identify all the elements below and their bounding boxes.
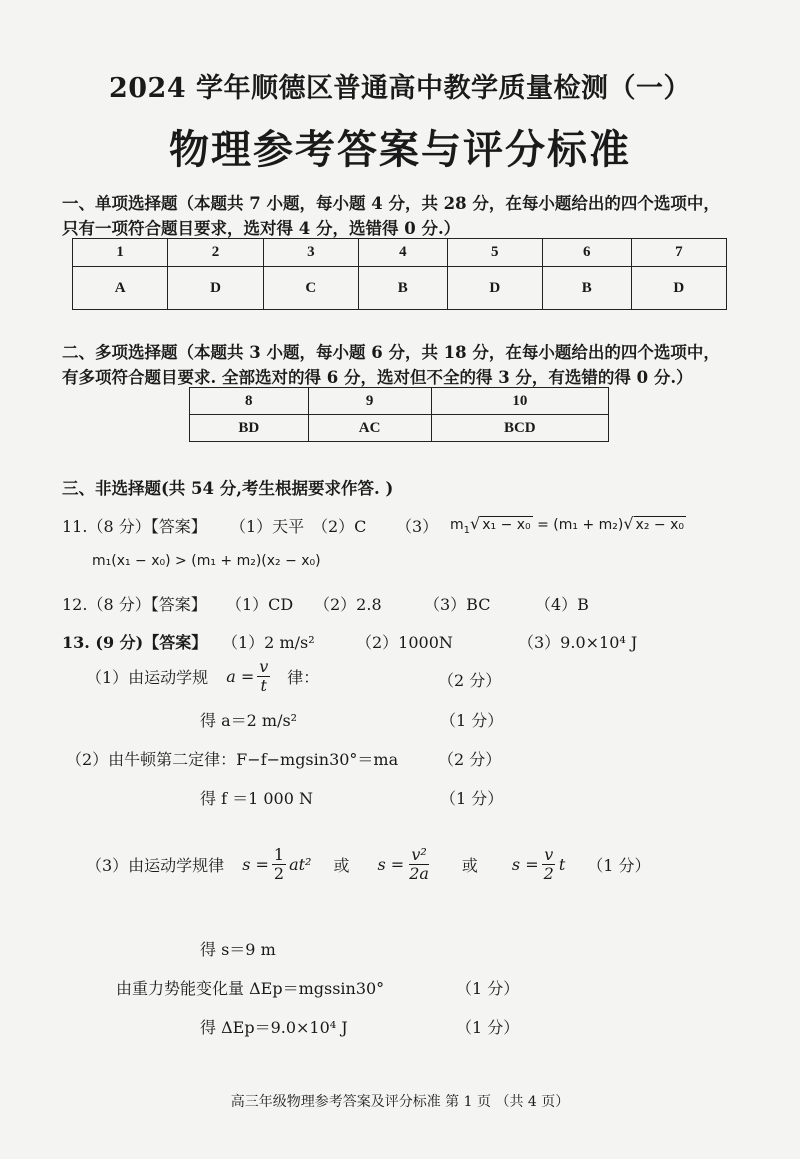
q13-part1: （1）2 m/s² xyxy=(222,633,315,652)
answer-row xyxy=(190,415,609,442)
q13-step3-eq1-tail: at² xyxy=(289,855,312,875)
q11-eq-sqrt2: x₂ − x₀ xyxy=(635,517,684,533)
answer-cell: D xyxy=(168,267,263,310)
q11-eq-mid: = (m₁ + m₂) xyxy=(532,517,624,533)
section1-heading-line1: 一、单项选择题（本题共 7 小题，每小题 4 分，共 28 分，在每小题给出的四个选项中， xyxy=(62,194,720,213)
q11-part2: （2）C xyxy=(312,517,367,536)
q11-equation: $m_1√$ x₁ − x₀ = (m₁ + m₂)√ x₂ − x₀ xyxy=(450,514,684,536)
q13-part3: （3）9.0×10⁴ J xyxy=(518,633,638,652)
q13-step3-eq3-tail: t xyxy=(558,855,566,875)
q13-step1-fraction xyxy=(257,658,270,696)
q13-step3-label: （3）由运动学规律 xyxy=(86,856,225,876)
q13-step3-eq1-lhs: s = xyxy=(242,855,269,875)
q13-step2-result: 得 f ＝1 000 N xyxy=(200,789,313,808)
q13-step3-eq3-lhs: s = xyxy=(511,855,539,875)
q13-step2-result-score: （1 分） xyxy=(440,789,504,808)
section2-heading-line1: 二、多项选择题（本题共 3 小题，每小题 6 分，共 18 分，在每小题给出的四个选项中， xyxy=(62,343,720,362)
fraction-denominator: t xyxy=(260,676,267,696)
question-number-cell: 7 xyxy=(631,239,726,267)
question-number-cell: 10 xyxy=(431,388,608,415)
answer-cell: BCD xyxy=(431,415,608,442)
question-number-cell: 2 xyxy=(168,239,263,267)
question-number-cell: 3 xyxy=(263,239,358,267)
q13-step3-energy-result-score: （1 分） xyxy=(456,1018,520,1037)
q13-step3-eq2-lhs: s = xyxy=(377,855,405,875)
answer-cell: C xyxy=(263,267,358,310)
q13-part2: （2）1000N xyxy=(356,633,453,652)
q13-step2: （2）由牛顿第二定律：F−f−mgsin30°＝ma xyxy=(66,750,399,769)
q13-step3-eq3-fraction xyxy=(542,846,556,884)
fraction-numerator: 1 xyxy=(273,845,285,864)
fraction-denominator: 2a xyxy=(409,864,429,884)
exam-title: 2024 学年顺德区普通高中教学质量检测（一） xyxy=(108,73,692,104)
answer-cell: BD xyxy=(190,415,309,442)
q11-inequality: m₁(x₁ − x₀) > (m₁ + m₂)(x₂ − x₀) xyxy=(92,553,321,569)
q13-step3-result: 得 s＝9 m xyxy=(200,940,276,959)
q12-part2: （2）2.8 xyxy=(314,595,382,614)
q13-step2-score: （2 分） xyxy=(438,750,502,769)
q13-step3 xyxy=(86,846,651,884)
question-number-cell: 6 xyxy=(542,239,631,267)
q13-step3-or1: 或 xyxy=(333,856,350,876)
q13-step1-lhs: a = xyxy=(226,667,255,687)
q11-eq-m1: m xyxy=(450,517,464,533)
answer-cell: AC xyxy=(308,415,431,442)
q11-head: 11.（8 分）【答案】 xyxy=(62,517,207,536)
q13-step1-label: （1）由运动学规 xyxy=(86,668,209,688)
q13-step3-or2: 或 xyxy=(461,856,478,876)
fraction-numerator: v xyxy=(259,657,269,676)
q13-step3-score: （1 分） xyxy=(587,856,651,876)
answer-row xyxy=(73,267,727,310)
q12-part1: （1）CD xyxy=(226,595,294,614)
answer-cell: A xyxy=(73,267,168,310)
q11-part3: （3） xyxy=(396,517,439,536)
answer-cell: B xyxy=(542,267,631,310)
q13-step1-score: （2 分） xyxy=(438,671,502,690)
question-number-cell: 4 xyxy=(358,239,447,267)
question-number-cell: 8 xyxy=(190,388,309,415)
fraction-numerator: v xyxy=(544,845,554,864)
q13-step1-result-score: （1 分） xyxy=(440,711,504,730)
question-number-cell: 9 xyxy=(308,388,431,415)
answer-cell: D xyxy=(631,267,726,310)
fraction-denominator: 2 xyxy=(543,864,554,884)
q13-step1 xyxy=(86,658,319,696)
q13-step3-eq2-fraction xyxy=(407,846,431,884)
multi-choice-answer-table xyxy=(189,387,609,442)
document-title: 物理参考答案与评分标准 xyxy=(169,126,631,173)
fraction-denominator: 2 xyxy=(273,864,285,884)
q13-step1-result: 得 a＝2 m/s² xyxy=(200,711,298,730)
question-number-cell: 5 xyxy=(447,239,542,267)
page-footer: 高三年级物理参考答案及评分标准 第 1 页 （共 4 页） xyxy=(230,1094,570,1110)
section2-heading-line2: 有多项符合题目要求. 全部选对的得 6 分，选对但不全的得 3 分，有选错的得 0 分.） xyxy=(62,368,693,387)
q13-step1-tail: 律： xyxy=(287,668,320,688)
single-choice-answer-table xyxy=(72,238,727,310)
section1-heading-line2: 只有一项符合题目要求，选对得 4 分，选错得 0 分.） xyxy=(62,219,461,238)
q11-eq-sqrt1: x₁ − x₀ xyxy=(482,517,531,533)
section3-heading: 三、非选择题(共 54 分,考生根据要求作答. ) xyxy=(62,479,394,498)
question-number-cell: 1 xyxy=(73,239,168,267)
q13-step3-energy: 由重力势能变化量 ΔEp＝mgssin30° xyxy=(116,979,385,998)
fraction-numerator: v² xyxy=(411,845,427,864)
answer-cell: B xyxy=(358,267,447,310)
q11-part1: （1）天平 xyxy=(230,517,305,536)
q13-head: 13. (9 分)【答案】 xyxy=(62,633,208,652)
answer-cell: D xyxy=(447,267,542,310)
q12-part3: （3）BC xyxy=(424,595,491,614)
q12-head: 12.（8 分）【答案】 xyxy=(62,595,207,614)
q12-part4: （4）B xyxy=(535,595,589,614)
q13-step3-eq1-fraction xyxy=(272,846,286,884)
question-number-row xyxy=(73,239,727,267)
q13-step3-energy-result: 得 ΔEp＝9.0×10⁴ J xyxy=(200,1018,348,1037)
q13-step3-energy-score: （1 分） xyxy=(456,979,520,998)
question-number-row xyxy=(190,388,609,415)
